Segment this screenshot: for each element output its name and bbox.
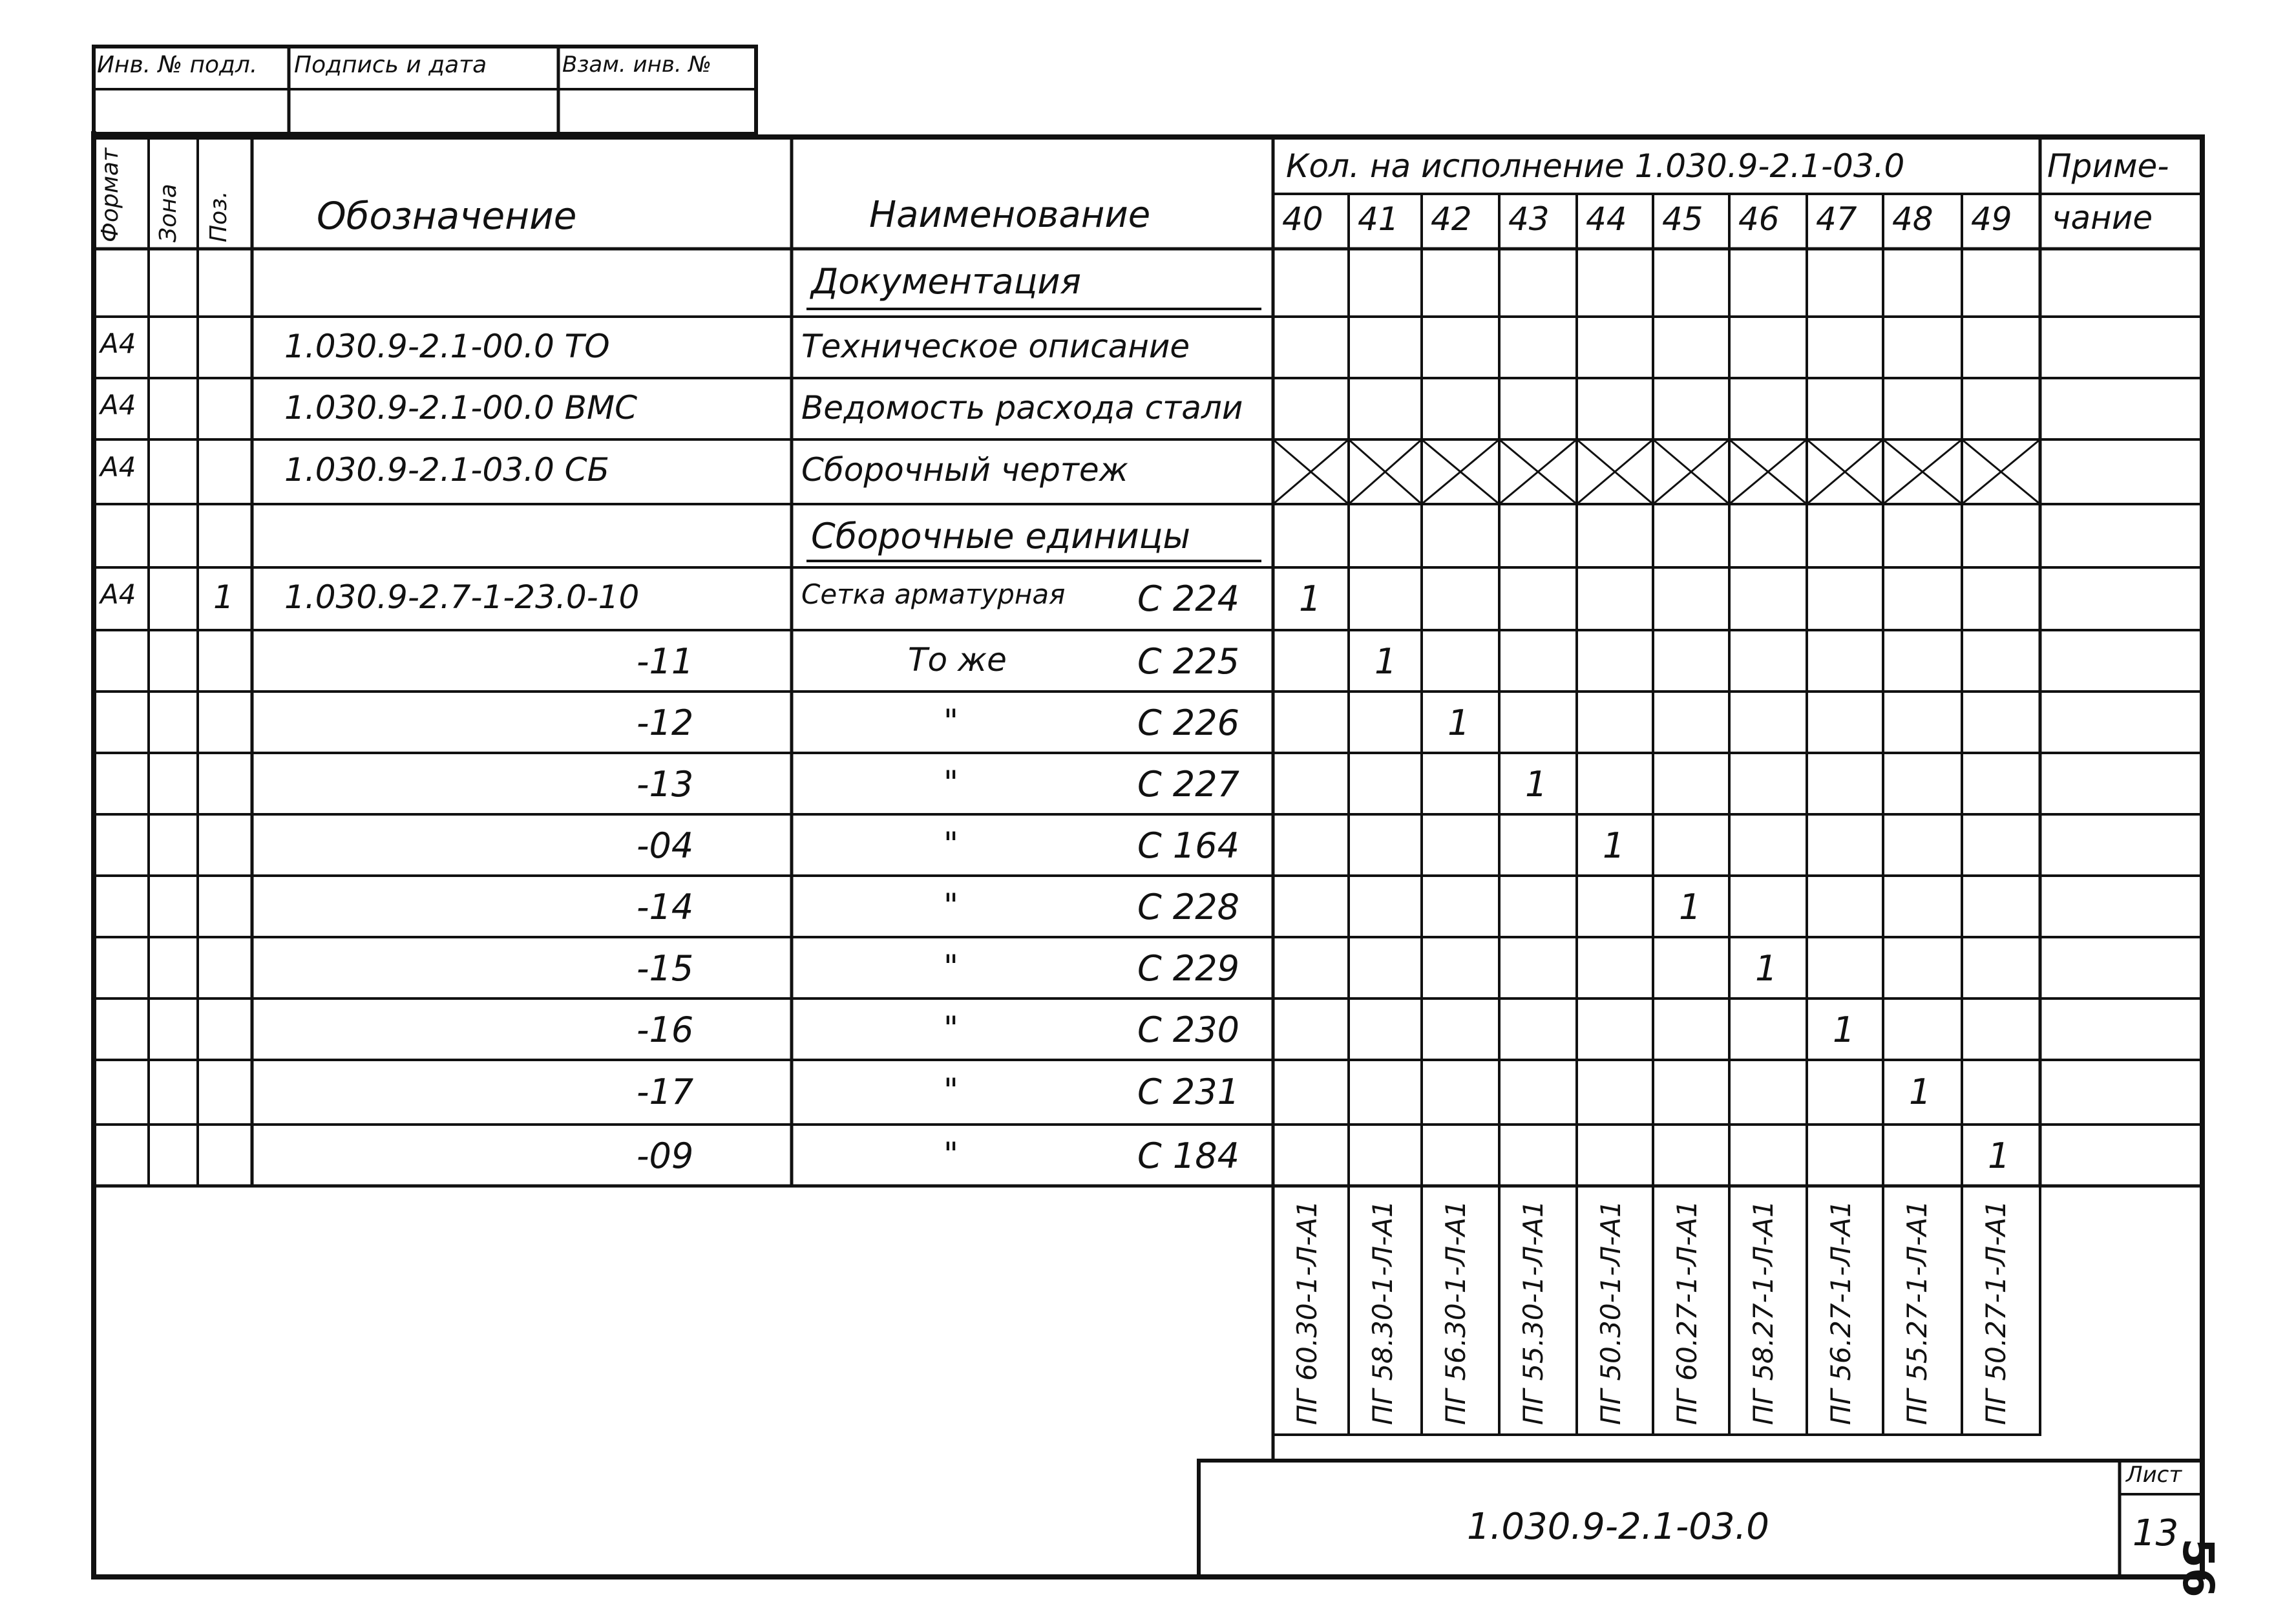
row-name: То же	[908, 641, 1007, 679]
row-qty: 1	[1909, 1072, 1932, 1112]
sign-date-label: Подпись и дата	[294, 52, 487, 78]
row-code: С 229	[1137, 948, 1239, 989]
row-format: А4	[100, 578, 136, 610]
row-name: "	[943, 948, 958, 986]
variant-label: ПГ 58.27-1-Л-А1	[1747, 1200, 1779, 1425]
row-designation: -15	[637, 948, 694, 989]
row-designation: -14	[637, 887, 694, 927]
row-designation: 1.030.9-2.1-00.0 ВМС	[284, 389, 638, 427]
row-name: Ведомость расхода стали	[801, 389, 1243, 427]
row-qty: 1	[1833, 1009, 1855, 1050]
row-format: А4	[100, 389, 136, 421]
header-note-line2: чание	[2052, 199, 2153, 237]
header-qty-title: Кол. на исполнение 1.030.9-2.1-03.0	[1286, 147, 1905, 185]
variant-label: ПГ 50.30-1-Л-А1	[1595, 1200, 1627, 1425]
row-designation: 1.030.9-2.1-00.0 ТО	[284, 328, 610, 365]
variant-label: ПГ 56.27-1-Л-А1	[1825, 1200, 1857, 1425]
qty-column-header: 46	[1738, 200, 1780, 238]
row-name: Техническое описание	[801, 328, 1190, 365]
variant-label: ПГ 58.30-1-Л-А1	[1367, 1200, 1398, 1425]
row-designation: -16	[637, 1009, 694, 1050]
row-code: С 226	[1137, 703, 1239, 743]
row-code: С 164	[1137, 825, 1239, 866]
variant-label: ПГ 60.27-1-Л-А1	[1671, 1200, 1703, 1425]
qty-column-header: 48	[1892, 200, 1933, 238]
row-designation: -04	[637, 825, 694, 866]
variant-label: ПГ 55.27-1-Л-А1	[1901, 1200, 1933, 1425]
row-code: С 231	[1137, 1072, 1239, 1112]
header-format: Формат	[97, 147, 123, 242]
row-code: С 224	[1137, 578, 1239, 619]
sheet-number: 13	[2133, 1512, 2179, 1554]
row-qty: 1	[1299, 578, 1322, 619]
header-note-line1: Приме-	[2047, 147, 2169, 185]
row-qty: 1	[1525, 764, 1548, 805]
title-doc-number: 1.030.9-2.1-03.0	[1467, 1506, 1769, 1548]
row-format: А4	[100, 451, 136, 483]
row-qty: 1	[1603, 825, 1625, 866]
qty-column-header: 47	[1816, 200, 1857, 238]
variant-label: ПГ 56.30-1-Л-А1	[1440, 1200, 1471, 1425]
row-designation: -17	[637, 1072, 694, 1112]
row-code: С 225	[1137, 641, 1239, 682]
row-pos: 1	[213, 578, 234, 616]
qty-column-header: 42	[1431, 200, 1472, 238]
row-name: "	[943, 887, 958, 924]
row-qty: 1	[1755, 948, 1778, 989]
row-designation: 1.030.9-2.1-03.0 СБ	[284, 451, 609, 489]
row-designation: -13	[637, 764, 694, 805]
row-name: Сетка арматурная	[801, 578, 1066, 610]
row-code: С 230	[1137, 1009, 1239, 1050]
section-title: Сборочные единицы	[811, 516, 1191, 556]
row-name: "	[943, 764, 958, 801]
header-pos: Поз.	[205, 191, 232, 242]
row-code: С 228	[1137, 887, 1239, 927]
qty-column-header: 49	[1971, 200, 2012, 238]
row-qty: 1	[1679, 887, 1701, 927]
row-name: "	[943, 825, 958, 863]
qty-column-header: 45	[1662, 200, 1703, 238]
qty-column-header: 43	[1508, 200, 1550, 238]
header-designation: Обозначение	[317, 194, 577, 238]
variant-label: ПГ 50.27-1-Л-А1	[1980, 1200, 2012, 1425]
replace-inv-label: Взам. инв. №	[562, 52, 711, 78]
row-format: А4	[100, 328, 136, 359]
row-code: С 227	[1137, 764, 1239, 805]
row-name: Сборочный чертеж	[801, 451, 1128, 489]
row-code: С 184	[1137, 1136, 1239, 1176]
variant-label: ПГ 60.30-1-Л-А1	[1291, 1200, 1323, 1425]
row-qty: 1	[1988, 1136, 2010, 1176]
row-name: "	[943, 1136, 958, 1173]
row-designation: -12	[637, 703, 694, 743]
row-name: "	[943, 1072, 958, 1109]
header-zone: Зона	[155, 184, 182, 242]
page-number: 56	[2173, 1538, 2223, 1598]
row-qty: 1	[1374, 641, 1397, 682]
row-name: "	[943, 703, 958, 740]
sheet-label: Лист	[2126, 1462, 2182, 1488]
section-title: Документация	[811, 261, 1081, 302]
row-qty: 1	[1448, 703, 1470, 743]
qty-column-header: 41	[1358, 200, 1399, 238]
qty-column-header: 40	[1282, 200, 1323, 238]
qty-column-header: 44	[1586, 200, 1627, 238]
row-designation: 1.030.9-2.7-1-23.0-10	[284, 578, 640, 616]
inv-label: Инв. № подл.	[97, 52, 258, 78]
row-designation: -11	[637, 641, 694, 682]
variant-label: ПГ 55.30-1-Л-А1	[1517, 1200, 1549, 1425]
row-name: "	[943, 1009, 958, 1047]
header-name: Наименование	[869, 194, 1151, 236]
row-designation: -09	[637, 1136, 694, 1176]
